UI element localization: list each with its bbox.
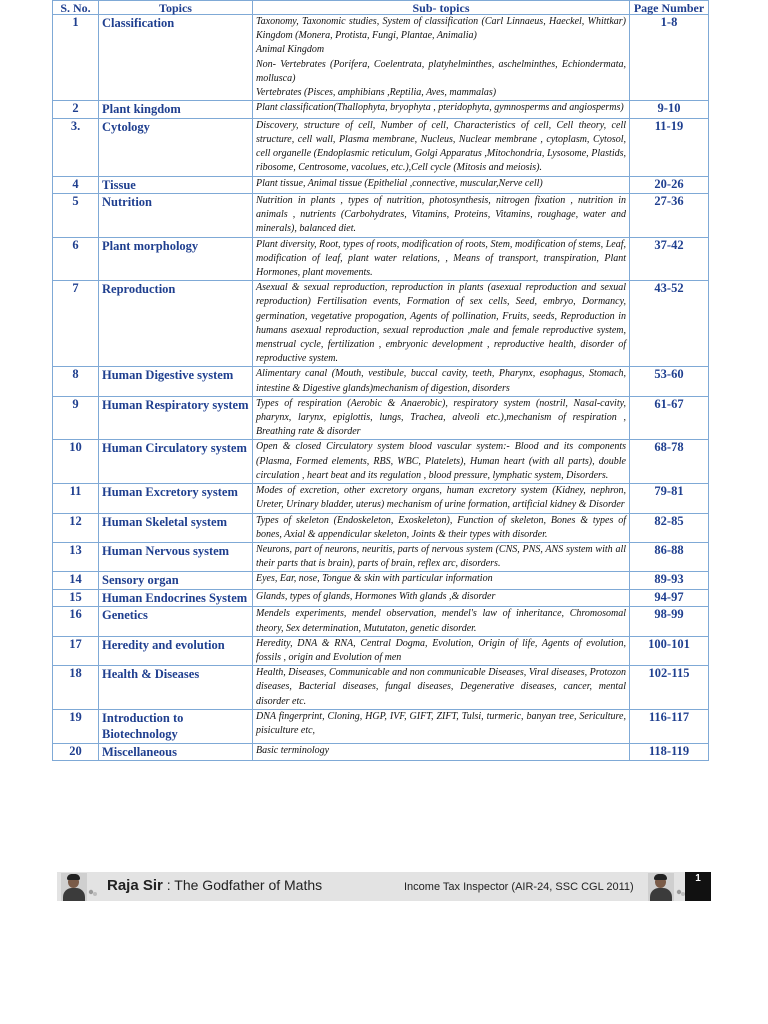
subtopic-line: Plant diversity, Root, types of roots, modification of roots, Stem, modification of stems, Leaf, modification of leaf, plant water relations, , Means of transport, transpiration, Plant Hormones, plant movements. [256, 238, 626, 279]
row-topic: Health & Diseases [99, 666, 253, 710]
subtopic-line: Health, Diseases, Communicable and non communicable Diseases, Viral diseases, Protozon diseases, Bacterial diseases, fungal diseases, Degenerative diseases, cancer, mental disorder etc. [256, 667, 626, 707]
row-page-number: 118-119 [630, 743, 709, 761]
table-row [53, 176, 709, 194]
table-body [53, 15, 709, 761]
row-page-number: 98-99 [630, 607, 709, 636]
row-page-number: 27-36 [630, 194, 709, 238]
row-page-number: 61-67 [630, 396, 709, 440]
subtopic-line: Types of respiration (Aerobic & Anaerobic), respiratory system (nostril, Nasal-cavity, pharynx, larynx, epiglottis, lungs, Trachea, alveoli etc.),mechanism of respiration , Breathing rate & disorder [256, 397, 626, 438]
row-subtopics [253, 118, 630, 176]
table-row [53, 440, 709, 484]
subtopic-line: Alimentary canal (Mouth, vestibule, buccal cavity, teeth, Pharynx, esophagus, Stomach, intestine & Digestive glands)mechanism of digestion, disorders [256, 368, 626, 394]
table-row [53, 367, 709, 396]
row-subtopics [253, 396, 630, 440]
row-subtopics [253, 101, 630, 119]
row-sno: 3. [53, 118, 99, 176]
row-topic: Human Skeletal system [99, 513, 253, 542]
row-subtopics [253, 194, 630, 238]
row-topic: Human Circulatory system [99, 440, 253, 484]
row-subtopics [253, 367, 630, 396]
table-row [53, 607, 709, 636]
row-sno: 17 [53, 636, 99, 665]
row-sno: 20 [53, 743, 99, 761]
row-topic: Human Respiratory system [99, 396, 253, 440]
subtopic-line: Plant tissue, Animal tissue (Epithelial ,connective, muscular,Nerve cell) [256, 177, 543, 189]
row-subtopics [253, 237, 630, 281]
row-page-number: 82-85 [630, 513, 709, 542]
subtopic-line: Discovery, structure of cell, Number of cell, Characteristics of cell, Cell theory, cell structure, cell wall, Plasma membrane, Nucleus, Nuclear membrane , cytoplasm, Cytosol, cell organelle (Endoplasmic reticulum, Golgi Apparatus ,Mitochondria, Lysosome, Plastids, ribosome, Centrosome, vacolues, etc.),Cell cycle (Mitosis and meiosis). [256, 119, 626, 174]
footer-brand [107, 877, 322, 894]
row-page-number: 37-42 [630, 237, 709, 281]
row-page-number: 100-101 [630, 636, 709, 665]
row-sno: 13 [53, 542, 99, 571]
row-topic: Plant kingdom [99, 101, 253, 119]
subtopic-line: Vertebrates (Pisces, amphibians ,Reptilia, Aves, mammalas) [256, 87, 497, 99]
row-sno: 2 [53, 101, 99, 119]
subtopic-line: Heredity, DNA & RNA, Central Dogma, Evolution, Origin of life, Agents of evolution, fossils , origin and Evolution of men [256, 637, 626, 663]
row-subtopics [253, 542, 630, 571]
row-subtopics [253, 15, 630, 101]
row-page-number: 116-117 [630, 709, 709, 743]
row-topic: Classification [99, 15, 253, 101]
row-subtopics [253, 572, 630, 590]
row-page-number: 53-60 [630, 367, 709, 396]
subtopic-line: DNA fingerprint, Cloning, HGP, IVF, GIFT, ZIFT, Tulsi, turmeric, banyan tree, Sericulture, pisiculture etc, [256, 710, 626, 736]
row-topic: Cytology [99, 118, 253, 176]
row-sno: 10 [53, 440, 99, 484]
row-sno: 6 [53, 237, 99, 281]
row-subtopics [253, 513, 630, 542]
table-row [53, 636, 709, 665]
row-topic: Human Endocrines System [99, 589, 253, 607]
row-subtopics [253, 176, 630, 194]
row-topic: Reproduction [99, 281, 253, 367]
header-sno: S. No. [53, 1, 99, 15]
subtopic-line: Mendels experiments, mendel observation, mendel's law of inheritance, Chromosomal theory, Sex determination, Mututaton, genetic disorder. [256, 608, 626, 634]
subtopic-line: Animal Kingdom [256, 44, 325, 56]
decoration-icon-left [88, 889, 98, 897]
row-topic: Heredity and evolution [99, 636, 253, 665]
author-photo-left [61, 873, 87, 901]
table-row [53, 513, 709, 542]
row-subtopics [253, 589, 630, 607]
table-row [53, 484, 709, 513]
row-page-number: 94-97 [630, 589, 709, 607]
table-row [53, 194, 709, 238]
row-page-number: 68-78 [630, 440, 709, 484]
page-number: 1 [685, 872, 711, 901]
row-page-number: 11-19 [630, 118, 709, 176]
header-page-number: Page Number [630, 1, 709, 15]
row-page-number: 9-10 [630, 101, 709, 119]
table-row [53, 666, 709, 710]
table-row [53, 589, 709, 607]
brand-tagline: : The Godfather of Maths [162, 877, 323, 893]
row-sno: 9 [53, 396, 99, 440]
subtopic-line: Non- Vertebrates (Porifera, Coelentrata, platyhelminthes, aschelminthes, Echiondermata, mollusca) [256, 58, 626, 84]
subtopic-line: Basic terminology [256, 744, 330, 756]
row-page-number: 43-52 [630, 281, 709, 367]
row-subtopics [253, 607, 630, 636]
row-page-number: 86-88 [630, 542, 709, 571]
row-sno: 14 [53, 572, 99, 590]
table-row [53, 101, 709, 119]
row-sno: 4 [53, 176, 99, 194]
row-sno: 11 [53, 484, 99, 513]
row-sno: 7 [53, 281, 99, 367]
subtopic-line: Nutrition in plants , types of nutrition, photosynthesis, nitrogen fixation , nutrition in animals , nutrients (Carbohydrates, Vitamins, Proteins, Vitamins, roughage, water and minerals), balanced diet. [256, 195, 626, 235]
row-topic: Human Digestive system [99, 367, 253, 396]
row-sno: 15 [53, 589, 99, 607]
row-subtopics [253, 281, 630, 367]
author-photo-right [648, 873, 674, 901]
row-sno: 16 [53, 607, 99, 636]
row-subtopics [253, 666, 630, 710]
table-row [53, 542, 709, 571]
row-topic: Genetics [99, 607, 253, 636]
row-sno: 19 [53, 709, 99, 743]
page-footer [57, 872, 710, 901]
subtopic-line: Taxonomy, Taxonomic studies, System of classification (Carl Linnaeus, Haeckel, Whittkar) Kingdom (Monera, Protista, Fungi, Plantae, Animalia) [256, 16, 626, 42]
subtopic-line: Types of skeleton (Endoskeleton, Exoskeleton), Function of skeleton, Bones & types of bones, Axial & appendicular skeleton, Joints & their types with disorder. [256, 514, 626, 540]
footer-post: Income Tax Inspector (AIR-24, SSC CGL 2011) [404, 881, 634, 893]
row-page-number: 102-115 [630, 666, 709, 710]
row-topic: Plant morphology [99, 237, 253, 281]
subtopic-line: Plant classification(Thallophyta, bryophyta , pteridophyta, gymnosperms and angiosperms) [256, 102, 624, 114]
table-row [53, 743, 709, 761]
row-page-number: 1-8 [630, 15, 709, 101]
table-header-row [53, 1, 709, 15]
brand-name: Raja Sir [107, 877, 163, 894]
row-topic: Introduction to Biotechnology [99, 709, 253, 743]
table-row [53, 237, 709, 281]
table-row [53, 118, 709, 176]
row-sno: 1 [53, 15, 99, 101]
row-page-number: 79-81 [630, 484, 709, 513]
table-row [53, 709, 709, 743]
row-topic: Human Nervous system [99, 542, 253, 571]
row-page-number: 89-93 [630, 572, 709, 590]
subtopic-line: Neurons, part of neurons, neuritis, parts of nervous system (CNS, PNS, ANS system with all their parts that is brain), parts of brain, reflex arc, disorders. [256, 543, 626, 570]
header-subtopics: Sub- topics [253, 1, 630, 15]
subtopic-line: Modes of excretion, other excretory organs, human excretory system (Kidney, nephron, Ureter, Urinary bladder, uterus) mechanism of urine formation, artificial kidney & Disorder [256, 485, 626, 511]
row-topic: Human Excretory system [99, 484, 253, 513]
row-subtopics [253, 440, 630, 484]
row-topic: Tissue [99, 176, 253, 194]
row-sno: 18 [53, 666, 99, 710]
row-subtopics [253, 743, 630, 761]
subtopic-line: Glands, types of glands, Hormones With glands ,& disorder [256, 590, 496, 602]
header-topics: Topics [99, 1, 253, 15]
row-sno: 8 [53, 367, 99, 396]
row-subtopics [253, 636, 630, 665]
subtopic-line: Eyes, Ear, nose, Tongue & skin with particular information [256, 573, 493, 585]
row-page-number: 20-26 [630, 176, 709, 194]
row-subtopics [253, 484, 630, 513]
topics-table [52, 0, 709, 761]
row-topic: Nutrition [99, 194, 253, 238]
table-row [53, 281, 709, 367]
subtopic-line: Open & closed Circulatory system blood vascular system:- Blood and its components (Plasma, Formed elements, RBS, WBC, Platelets), Human heart (with all parts), double circulation , heart beat and its regulation , blood pressure, lymphatic system, Disorders. [256, 441, 626, 481]
subtopic-line: Asexual & sexual reproduction, reproduction in plants (asexual reproduction and sexual reproduction) Fertilisation events, Formation of sex cells, Seed, embryo, Dormancy, germination, vegetative propogation, Agents of pollination, Fruits, seeds, Reproduction in humans asexual reproduction, sexual reproduction ,male and female reproductive system, menstrual cycle, fertilization , embryonic development , reproductive health, disorder of reproductive system. [256, 282, 626, 365]
row-topic: Miscellaneous [99, 743, 253, 761]
row-sno: 5 [53, 194, 99, 238]
table-row [53, 15, 709, 101]
table-row [53, 572, 709, 590]
table-row [53, 396, 709, 440]
row-subtopics [253, 709, 630, 743]
row-sno: 12 [53, 513, 99, 542]
row-topic: Sensory organ [99, 572, 253, 590]
